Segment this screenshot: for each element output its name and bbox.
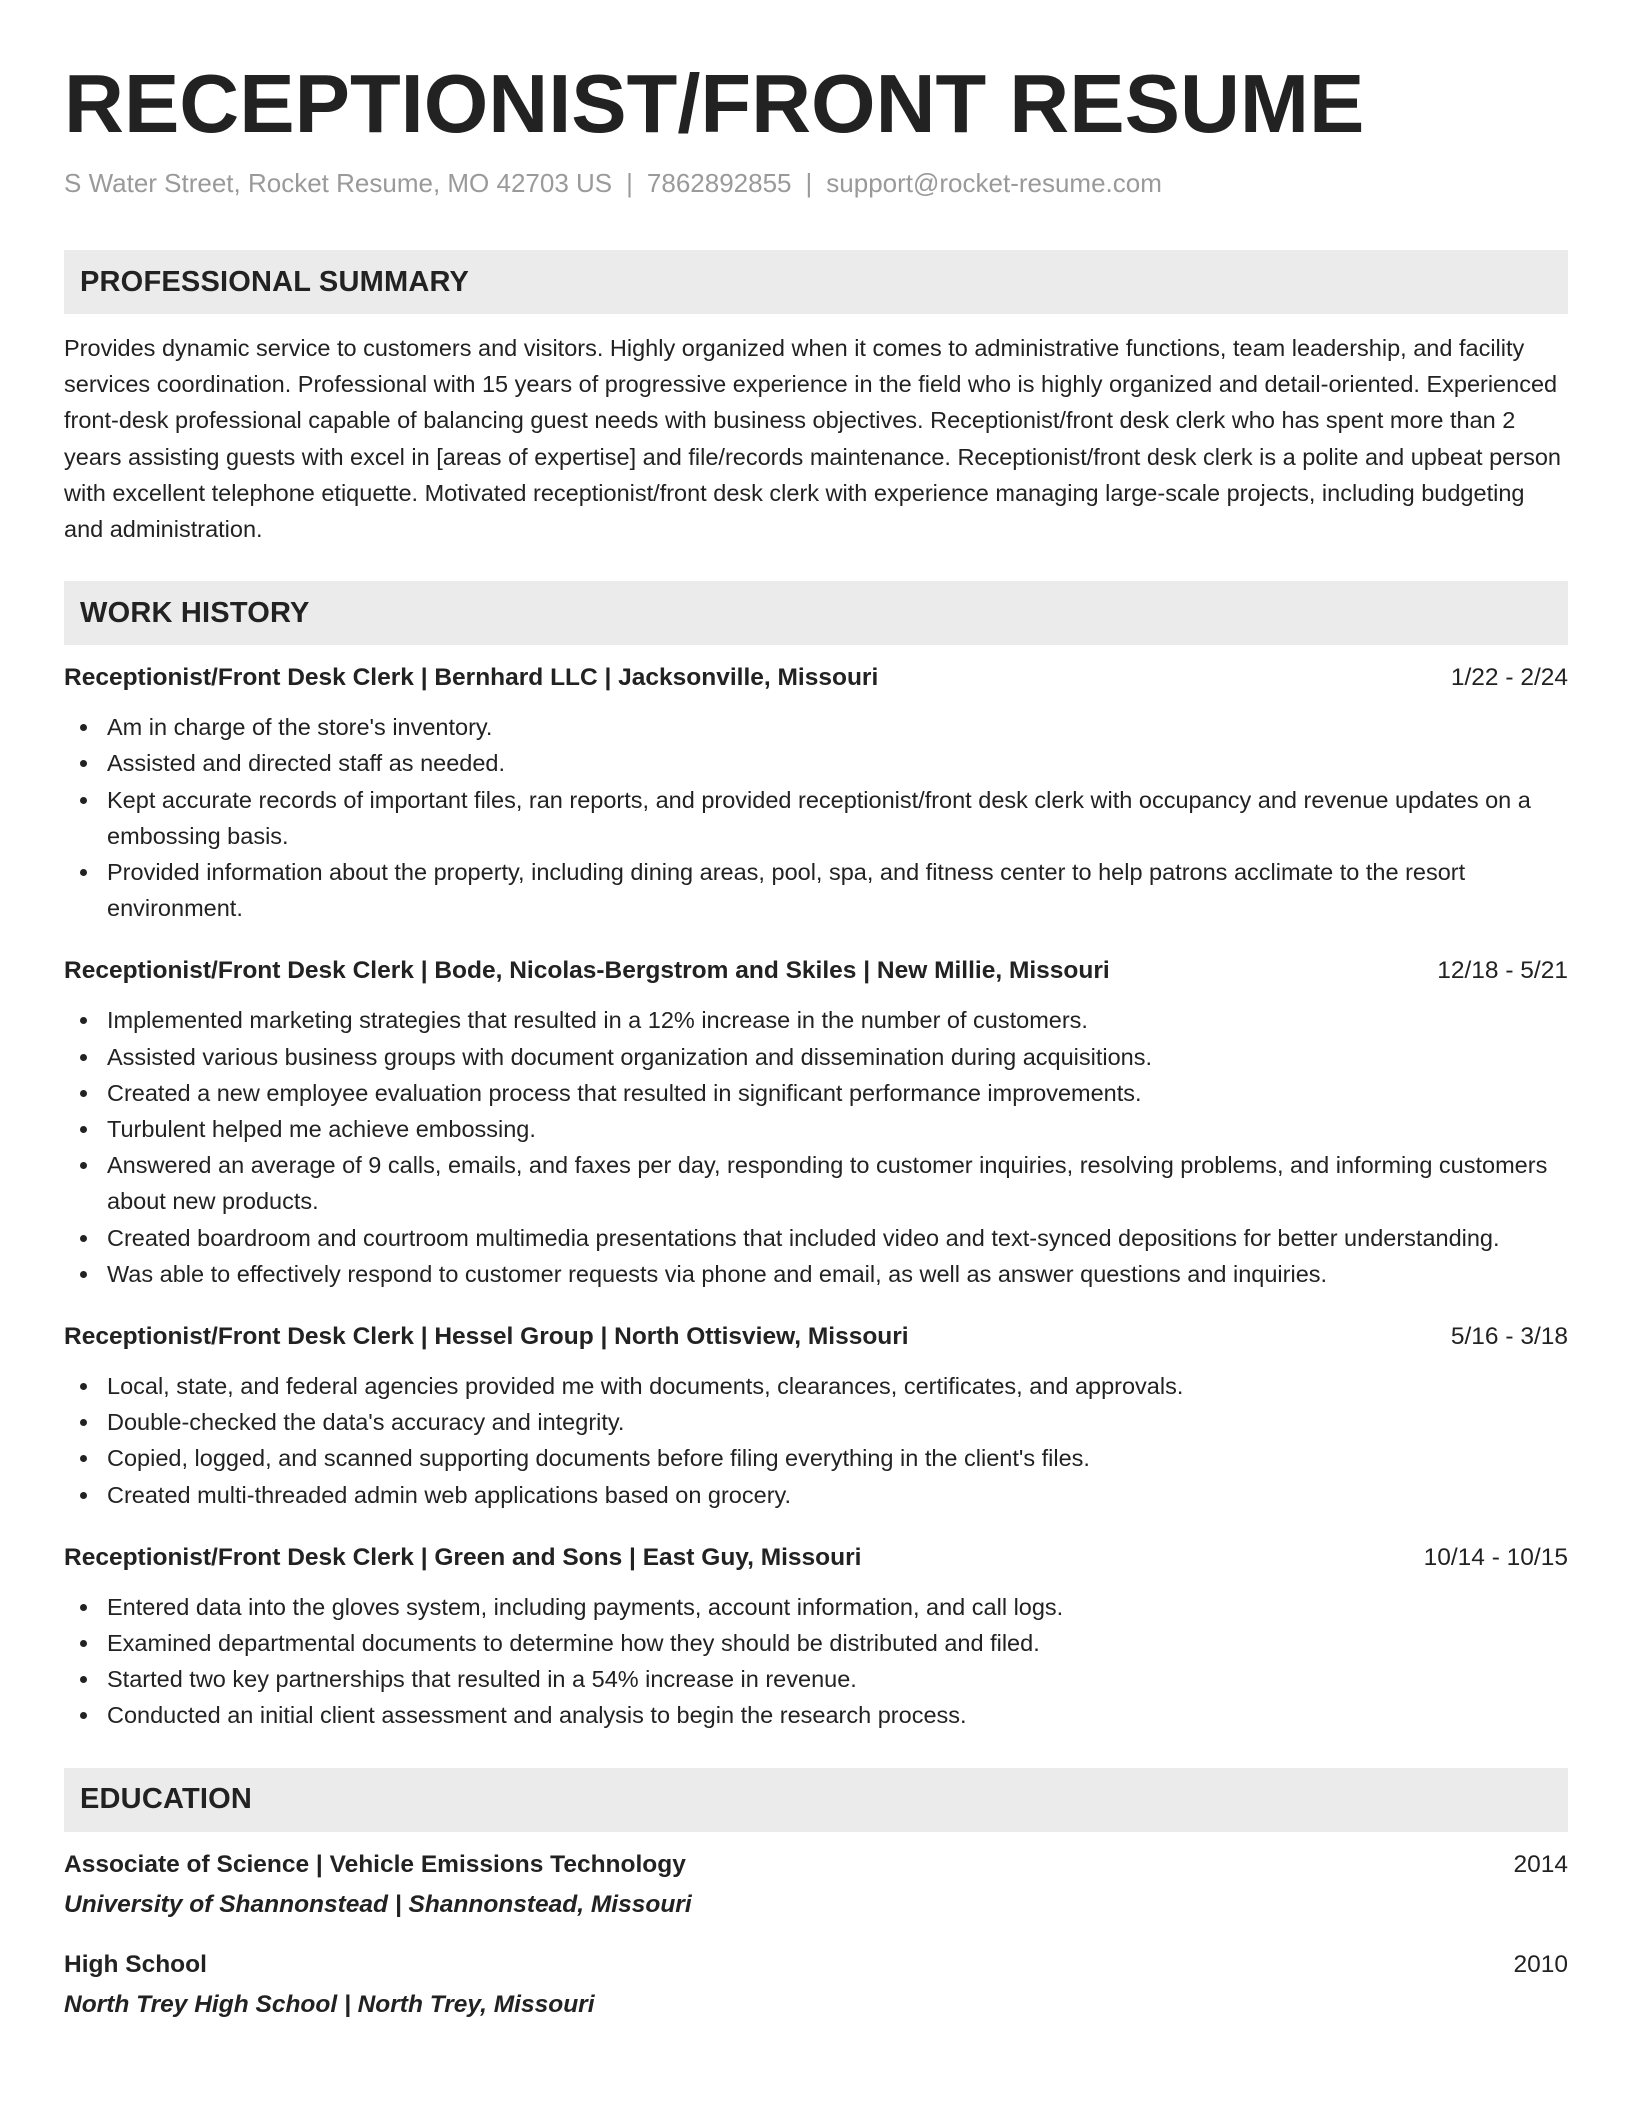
bullet-item: Copied, logged, and scanned supporting documents before filing everything in the client's files. — [107, 1440, 1568, 1476]
job-title: Receptionist/Front Desk Clerk | Bode, Nicolas-Bergstrom and Skiles | New Millie, Missouri — [64, 957, 1110, 985]
bullet-item: Created boardroom and courtroom multimedia presentations that included video and text-synced depositions for better understanding. — [107, 1220, 1568, 1256]
section-title: WORK HISTORY — [80, 596, 310, 629]
education-year: 2014 — [1513, 1850, 1568, 1878]
job-bullets — [64, 709, 1568, 926]
contact-phone: 7862892855 — [646, 168, 792, 198]
bullet-item: Am in charge of the store's inventory. — [107, 709, 1568, 745]
contact-address: S Water Street, Rocket Resume, MO 42703 US — [64, 168, 613, 198]
contact-line — [64, 166, 1568, 200]
contact-email: support@rocket-resume.com — [826, 168, 1162, 198]
job-entry — [64, 954, 1568, 1292]
job-bullets — [64, 1368, 1568, 1513]
section-header-work-history — [64, 581, 1568, 645]
bullet-item: Local, state, and federal agencies provided me with documents, clearances, certificates, and approvals. — [107, 1368, 1568, 1404]
contact-separator: | — [805, 168, 813, 198]
bullet-item: Kept accurate records of important files, ran reports, and provided receptionist/front desk clerk with occupancy and revenue updates on a embossing basis. — [107, 782, 1568, 854]
contact-separator: | — [626, 168, 633, 198]
bullet-item: Created a new employee evaluation process that resulted in significant performance improvements. — [107, 1075, 1568, 1111]
education-list — [64, 1848, 1568, 2022]
job-entry — [64, 661, 1568, 926]
job-header — [64, 1541, 1568, 1575]
bullet-item: Assisted and directed staff as needed. — [107, 745, 1568, 781]
education-entry — [64, 1848, 1568, 1922]
education-header — [64, 1848, 1568, 1882]
job-dates: 5/16 - 3/18 — [1450, 1323, 1568, 1351]
section-title: PROFESSIONAL SUMMARY — [80, 265, 470, 298]
bullet-item: Started two key partnerships that resulted in a 54% increase in revenue. — [107, 1661, 1568, 1697]
job-title: Receptionist/Front Desk Clerk | Hessel Group | North Ottisview, Missouri — [64, 1323, 909, 1351]
education-year: 2010 — [1513, 1950, 1568, 1978]
bullet-item: Provided information about the property, including dining areas, pool, spa, and fitness center to help patrons acclimate to the resort environment. — [107, 854, 1568, 926]
education-degree: High School — [64, 1950, 207, 1978]
summary-text: Provides dynamic service to customers and visitors. Highly organized when it comes to administrative functions, team leadership, and facility services coordination. Professional with 15 years of progressive experience in the field who is highly organized and detail-oriented. Experienced front-desk professional capable of balancing guest needs with business objectives. Receptionist/front desk clerk who has spent more than 2 years assisting guests with excel in [areas of expertise] and file/records maintenance. Receptionist/front desk clerk is a polite and upbeat person with excellent telephone etiquette. Motivated receptionist/front desk clerk with experience managing large-scale projects, including budgeting and administration. — [64, 335, 1561, 543]
job-dates: 10/14 - 10/15 — [1423, 1543, 1568, 1571]
bullet-item: Examined departmental documents to determine how they should be distributed and filed. — [107, 1625, 1568, 1661]
bullet-item: Double-checked the data's accuracy and integrity. — [107, 1404, 1568, 1440]
section-header-education — [64, 1768, 1568, 1832]
bullet-item: Implemented marketing strategies that resulted in a 12% increase in the number of customers. — [107, 1002, 1568, 1038]
education-school: North Trey High School | North Trey, Missouri — [64, 1990, 595, 2018]
section-title: EDUCATION — [80, 1783, 253, 1816]
job-title: Receptionist/Front Desk Clerk | Bernhard LLC | Jacksonville, Missouri — [64, 664, 879, 692]
job-header — [64, 661, 1568, 695]
job-title: Receptionist/Front Desk Clerk | Green and Sons | East Guy, Missouri — [64, 1543, 862, 1571]
education-school: University of Shannonstead | Shannonstead, Missouri — [64, 1890, 692, 1918]
job-header — [64, 954, 1568, 988]
education-entry — [64, 1948, 1568, 2022]
job-dates: 1/22 - 2/24 — [1450, 664, 1568, 692]
job-entry — [64, 1320, 1568, 1513]
resume-name: RECEPTIONIST/FRONT RESUME — [64, 57, 1365, 150]
job-bullets — [64, 1589, 1568, 1734]
bullet-item: Conducted an initial client assessment and analysis to begin the research process. — [107, 1697, 1568, 1733]
job-header — [64, 1320, 1568, 1354]
section-header-summary — [64, 250, 1568, 314]
work-history-list — [64, 661, 1568, 1733]
bullet-item: Created multi-threaded admin web applications based on grocery. — [107, 1477, 1568, 1513]
bullet-item: Assisted various business groups with document organization and dissemination during acquisitions. — [107, 1039, 1568, 1075]
education-degree: Associate of Science | Vehicle Emissions Technology — [64, 1850, 686, 1878]
bullet-item: Turbulent helped me achieve embossing. — [107, 1111, 1568, 1147]
job-dates: 12/18 - 5/21 — [1437, 957, 1568, 985]
bullet-item: Answered an average of 9 calls, emails, and faxes per day, responding to customer inquiries, resolving problems, and informing customers about new products. — [107, 1147, 1568, 1219]
education-header — [64, 1948, 1568, 1982]
bullet-item: Entered data into the gloves system, including payments, account information, and call logs. — [107, 1589, 1568, 1625]
job-entry — [64, 1541, 1568, 1734]
bullet-item: Was able to effectively respond to customer requests via phone and email, as well as answer questions and inquiries. — [107, 1256, 1568, 1292]
job-bullets — [64, 1002, 1568, 1292]
